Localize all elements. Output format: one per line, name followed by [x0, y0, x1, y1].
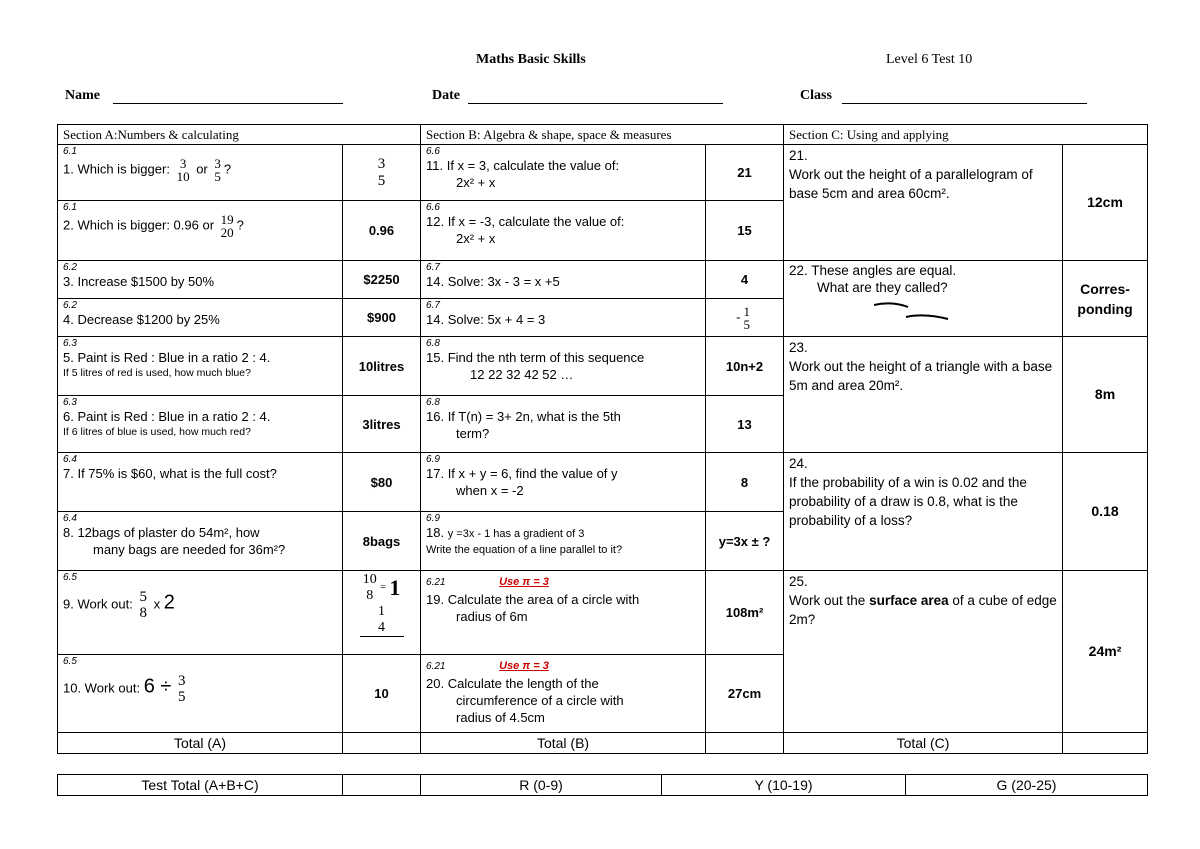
test-table: [57, 124, 1148, 754]
question-25: 25. Work out the surface area of a cube of edge 2m?: [784, 571, 1063, 733]
question-9: 6.5 9. Work out: 5 8 x 2: [58, 571, 343, 655]
answer-23: 8m: [1063, 337, 1148, 453]
answer-20: 27cm: [706, 655, 784, 733]
section-header-row: [58, 125, 1148, 145]
grade-r-label: R (0-9): [421, 775, 662, 796]
question-6: 6.3 6. Paint is Red : Blue in a ratio 2 : 4. If 6 litres of blue is used, how much red?: [58, 396, 343, 453]
answer-19: 108m²: [706, 571, 784, 655]
question-12: 6.6 12. If x = -3, calculate the value of: 2x² + x: [421, 201, 706, 261]
answer-14: - 1 5: [706, 299, 784, 337]
answer-4: $900: [343, 299, 421, 337]
name-line[interactable]: [113, 103, 343, 104]
answer-12: 15: [706, 201, 784, 261]
question-row: [58, 571, 1148, 655]
question-24: 24. If the probability of a win is 0.02 and the probability of a draw is 0.8, what is the probability of a loss?: [784, 453, 1063, 571]
question-17: 6.9 17. If x + y = 6, find the value of y when x = -2: [421, 453, 706, 512]
answer-24: 0.18: [1063, 453, 1148, 571]
question-7: 6.4 7. If 75% is $60, what is the full cost?: [58, 453, 343, 512]
name-label: Name: [65, 88, 100, 103]
total-a-label: Total (A): [58, 733, 343, 754]
total-b-box[interactable]: [706, 733, 784, 754]
total-c-label: Total (C): [784, 733, 1063, 754]
class-line[interactable]: [842, 103, 1087, 104]
angle-marks-icon: [864, 299, 984, 329]
answer-17: 8: [706, 453, 784, 512]
answer-1: 3 5: [343, 145, 421, 201]
answer-3: $2250: [343, 261, 421, 299]
question-4: 6.2 4. Decrease $1200 by 25%: [58, 299, 343, 337]
answer-16: 13: [706, 396, 784, 453]
question-21: 21. Work out the height of a parallelogram of base 5cm and area 60cm².: [784, 145, 1063, 261]
question-18: 6.9 18. y =3x - 1 has a gradient of 3 Write the equation of a line parallel to it?: [421, 512, 706, 571]
test-total-label: Test Total (A+B+C): [58, 775, 343, 796]
question-row: [58, 145, 1148, 201]
answer-25: 24m²: [1063, 571, 1148, 733]
fraction: 3 10: [176, 156, 190, 184]
question-23: 23. Work out the height of a triangle with a base 5m and area 20m².: [784, 337, 1063, 453]
answer-13: 4: [706, 261, 784, 299]
question-2: 6.1 2. Which is bigger: 0.96 or 19 20 ?: [58, 201, 343, 261]
answer-6: 3litres: [343, 396, 421, 453]
fraction: 3 5: [214, 156, 221, 184]
grade-y-label: Y (10-19): [662, 775, 906, 796]
total-b-label: Total (B): [421, 733, 706, 754]
question-row: [58, 453, 1148, 512]
question-20: 6.21 Use π = 3 20. Calculate the length of the circumference of a circle with radius of 4.5cm: [421, 655, 706, 733]
question-row: [58, 337, 1148, 396]
question-1: 6.1 1. Which is bigger: 3 10 or 3 5 ?: [58, 145, 343, 201]
answer-22: Corres-ponding: [1063, 261, 1148, 337]
total-a-box[interactable]: [343, 733, 421, 754]
question-16: 6.8 16. If T(n) = 3+ 2n, what is the 5th term?: [421, 396, 706, 453]
question-22: 22. These angles are equal. What are they called?: [784, 261, 1063, 337]
section-b-heading: Section B: Algebra & shape, space & measures: [421, 125, 784, 145]
test-total-table: [57, 774, 1148, 796]
question-5: 6.3 5. Paint is Red : Blue in a ratio 2 : 4. If 5 litres of red is used, how much blue?: [58, 337, 343, 396]
question-19: 6.21 Use π = 3 19. Calculate the area of a circle with radius of 6m: [421, 571, 706, 655]
answer-9: 10 8 = 1 1 4: [343, 571, 421, 655]
totals-row: [58, 733, 1148, 754]
date-label: Date: [432, 88, 460, 103]
question-8: 6.4 8. 12bags of plaster do 54m², how many bags are needed for 36m²?: [58, 512, 343, 571]
question-row: [58, 261, 1148, 299]
question-3: 6.2 3. Increase $1500 by 50%: [58, 261, 343, 299]
total-c-box[interactable]: [1063, 733, 1148, 754]
question-14: 6.7 14. Solve: 5x + 4 = 3: [421, 299, 706, 337]
section-a-heading: Section A:Numbers & calculating: [58, 125, 421, 145]
answer-10: 10: [343, 655, 421, 733]
answer-7: $80: [343, 453, 421, 512]
answer-21: 12cm: [1063, 145, 1148, 261]
question-11: 6.6 11. If x = 3, calculate the value of: 2x² + x: [421, 145, 706, 201]
answer-2: 0.96: [343, 201, 421, 261]
question-10: 6.5 10. Work out: 6 ÷ 3 5: [58, 655, 343, 733]
question-13: 6.7 14. Solve: 3x - 3 = x +5: [421, 261, 706, 299]
test-total-box[interactable]: [343, 775, 421, 796]
answer-18: y=3x ± ?: [706, 512, 784, 571]
level-label: Level 6 Test 10: [886, 52, 973, 67]
date-line[interactable]: [468, 103, 723, 104]
class-label: Class: [800, 88, 832, 103]
answer-11: 21: [706, 145, 784, 201]
answer-8: 8bags: [343, 512, 421, 571]
answer-15: 10n+2: [706, 337, 784, 396]
page-title: Maths Basic Skills: [476, 52, 586, 67]
section-c-heading: Section C: Using and applying: [784, 125, 1148, 145]
answer-5: 10litres: [343, 337, 421, 396]
grade-g-label: G (20-25): [906, 775, 1148, 796]
test-total-row: [58, 775, 1148, 796]
question-15: 6.8 15. Find the nth term of this sequence 12 22 32 42 52 …: [421, 337, 706, 396]
